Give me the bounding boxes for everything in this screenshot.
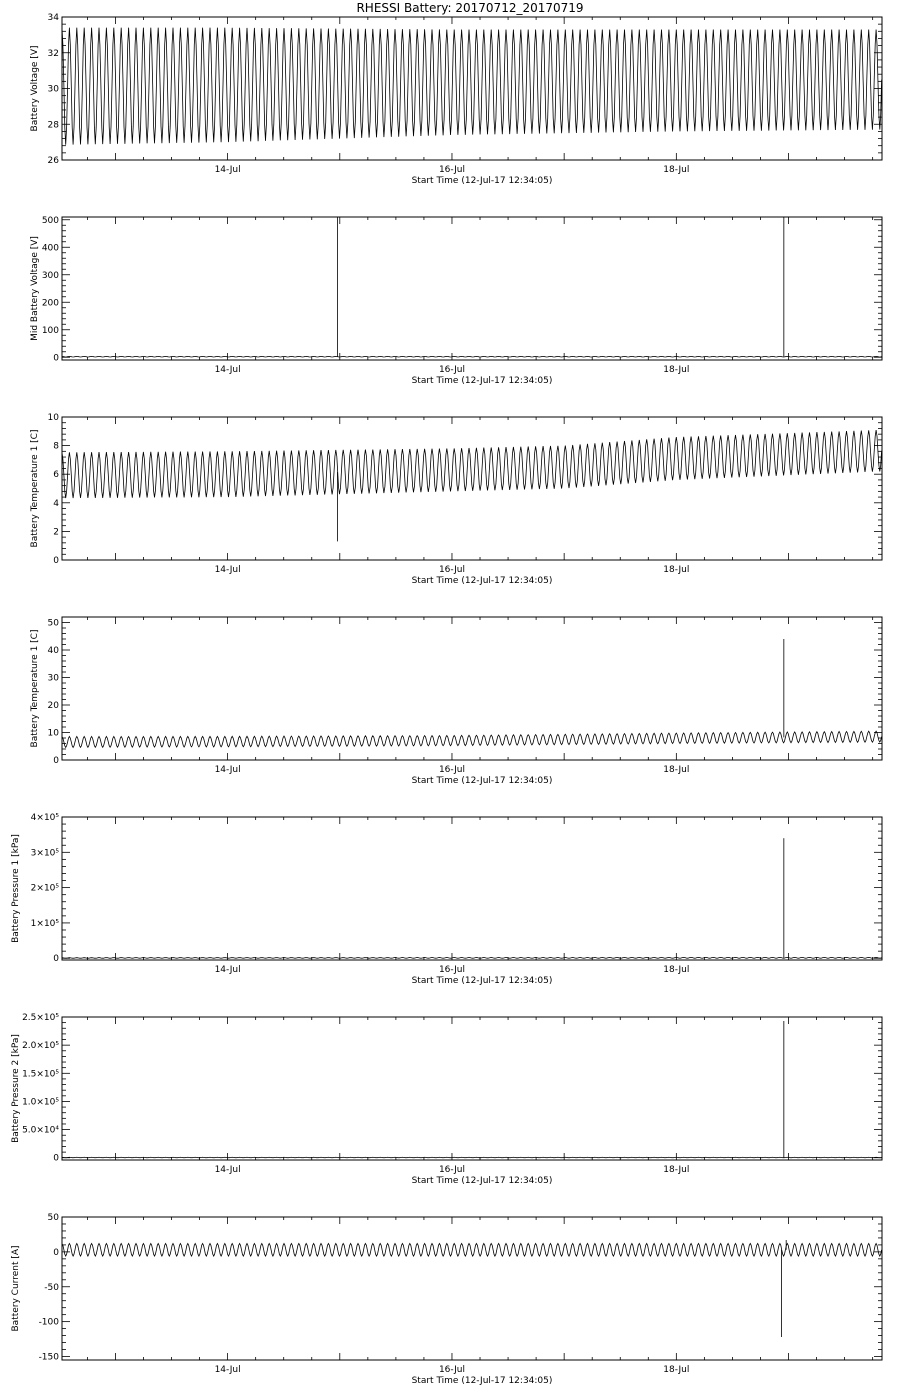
y-tick-label: 400	[41, 243, 59, 254]
y-tick-label: 0	[53, 1153, 59, 1164]
y-tick-label: 2×10⁵	[30, 883, 59, 894]
x-tick-label: 16-Jul	[438, 1165, 466, 1175]
y-tick-label: 0	[53, 353, 59, 364]
x-axis-label: Start Time (12-Jul-17 12:34:05)	[411, 976, 553, 986]
x-axis-label: Start Time (12-Jul-17 12:34:05)	[411, 576, 553, 586]
x-tick-label: 18-Jul	[663, 1165, 690, 1175]
x-tick-label: 14-Jul	[214, 1165, 241, 1175]
y-tick-label: 4×10⁵	[30, 813, 59, 823]
y-tick-label: 34	[47, 13, 59, 23]
x-ticks	[87, 617, 872, 760]
y-tick-label: 0	[53, 954, 59, 965]
x-ticks	[87, 17, 872, 160]
x-tick-label: 18-Jul	[663, 965, 690, 975]
y-axis-label: Battery Temperature 1 [C]	[30, 629, 40, 748]
panel-6	[11, 1013, 882, 1186]
y-tick-label: 100	[41, 325, 59, 336]
x-tick-label: 16-Jul	[438, 1365, 466, 1375]
series-line	[62, 731, 882, 747]
x-axis-label: Start Time (12-Jul-17 12:34:05)	[411, 1176, 553, 1186]
series-line	[62, 1244, 882, 1257]
x-ticks	[87, 817, 872, 960]
panel-5	[11, 813, 882, 986]
y-axis-label: Battery Temperature 1 [C]	[30, 429, 40, 548]
y-tick-label: 1.0×10⁵	[22, 1097, 59, 1108]
x-tick-label: 18-Jul	[663, 765, 690, 775]
x-tick-label: 16-Jul	[438, 765, 466, 775]
y-tick-label: -150	[38, 1352, 59, 1363]
y-tick-label: 2	[53, 527, 59, 538]
figure-title: RHESSI Battery: 20170712_20170719	[356, 1, 584, 15]
y-tick-label: 50	[47, 1213, 59, 1223]
y-tick-label: -50	[44, 1282, 59, 1293]
x-tick-label: 16-Jul	[438, 565, 466, 575]
x-tick-label: 16-Jul	[438, 965, 466, 975]
y-tick-label: 0	[53, 1247, 59, 1258]
panels	[11, 13, 882, 1386]
plot-frame	[62, 617, 882, 760]
x-ticks	[87, 1017, 872, 1160]
y-axis-label: Battery Current [A]	[11, 1245, 21, 1332]
y-axis-label: Battery Voltage [V]	[30, 45, 40, 132]
series-line	[62, 957, 882, 958]
x-tick-label: 16-Jul	[438, 165, 466, 175]
x-tick-label: 18-Jul	[663, 565, 690, 575]
x-tick-label: 14-Jul	[214, 365, 241, 375]
y-tick-label: 4	[53, 498, 59, 509]
y-tick-label: 30	[47, 84, 59, 95]
plot-frame	[62, 1017, 882, 1160]
y-axis-label: Mid Battery Voltage [V]	[30, 236, 40, 341]
series-line	[62, 430, 882, 498]
y-tick-label: 30	[47, 673, 59, 684]
y-tick-label: 1×10⁵	[30, 918, 59, 929]
x-tick-label: 18-Jul	[663, 1365, 690, 1375]
panel-1	[30, 13, 882, 186]
y-tick-label: 300	[41, 270, 59, 281]
y-tick-label: 32	[47, 48, 59, 59]
panel-4	[30, 617, 882, 786]
x-tick-label: 18-Jul	[663, 165, 690, 175]
plot-frame	[62, 17, 882, 160]
y-axis-label: Battery Pressure 2 [kPa]	[11, 1034, 21, 1143]
x-ticks	[87, 1217, 872, 1360]
y-tick-label: 50	[47, 618, 59, 629]
x-tick-label: 14-Jul	[214, 765, 241, 775]
y-tick-label: 200	[41, 298, 59, 309]
plot-frame	[62, 1217, 882, 1360]
y-tick-label: 2.0×10⁵	[22, 1041, 59, 1052]
y-axis-label: Battery Pressure 1 [kPa]	[11, 834, 21, 943]
x-tick-label: 14-Jul	[214, 165, 241, 175]
y-tick-label: 0	[53, 556, 59, 566]
x-axis-label: Start Time (12-Jul-17 12:34:05)	[411, 1376, 553, 1386]
y-tick-label: 40	[47, 646, 59, 656]
y-tick-label: 5.0×10⁴	[22, 1125, 59, 1136]
panel-2	[30, 216, 882, 386]
panel-3	[30, 413, 882, 586]
y-tick-label: 8	[53, 441, 59, 452]
y-tick-label: 3×10⁵	[30, 848, 59, 859]
x-ticks	[87, 217, 872, 360]
panel-7	[11, 1213, 882, 1386]
y-tick-label: -100	[38, 1317, 59, 1328]
y-tick-label: 1.5×10⁵	[22, 1069, 59, 1080]
x-tick-label: 14-Jul	[214, 1365, 241, 1375]
x-axis-label: Start Time (12-Jul-17 12:34:05)	[411, 376, 553, 386]
y-tick-label: 6	[53, 470, 59, 481]
y-tick-label: 2.5×10⁵	[22, 1013, 59, 1023]
y-tick-label: 28	[47, 120, 59, 131]
x-tick-label: 16-Jul	[438, 365, 466, 375]
x-axis-label: Start Time (12-Jul-17 12:34:05)	[411, 176, 553, 186]
y-tick-label: 20	[47, 701, 59, 711]
y-tick-label: 0	[53, 756, 59, 766]
x-tick-label: 14-Jul	[214, 565, 241, 575]
x-axis-label: Start Time (12-Jul-17 12:34:05)	[411, 776, 553, 786]
y-tick-label: 10	[47, 413, 59, 423]
y-tick-label: 10	[47, 728, 59, 739]
x-tick-label: 18-Jul	[663, 365, 690, 375]
series-line	[62, 28, 882, 145]
plot-frame	[62, 817, 882, 960]
plot-frame	[62, 217, 882, 360]
y-tick-label: 500	[41, 215, 59, 226]
series-line	[62, 356, 882, 357]
x-tick-label: 14-Jul	[214, 965, 241, 975]
y-tick-label: 26	[47, 156, 59, 166]
